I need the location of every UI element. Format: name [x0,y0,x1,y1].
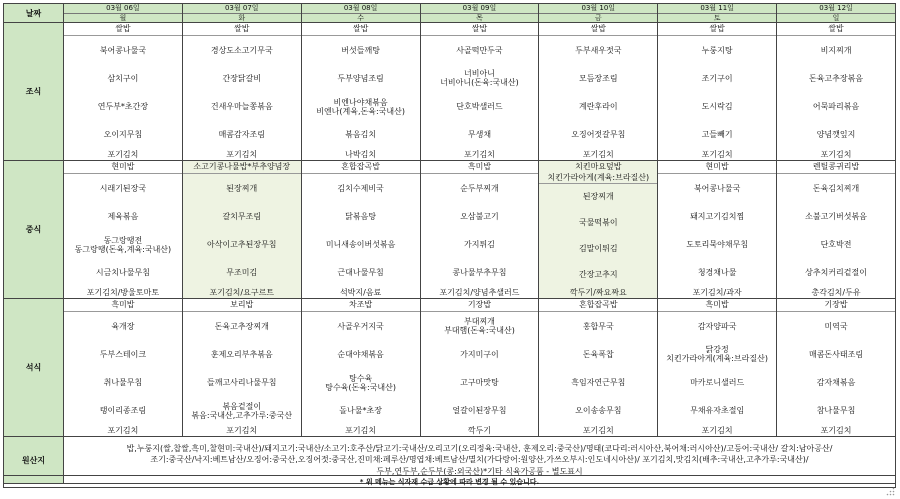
menu-item: 돈육고추장찌개 [214,321,269,331]
menu-item: 포기김치 [345,426,377,435]
rice-item: 혼합잡곡밥 [539,299,657,312]
menu-item: 오이지무침 [103,130,143,140]
rice-item: 보리밥 [183,299,301,312]
origin-label: 원산지 [4,437,64,484]
menu-item: 무조미김 [226,268,258,278]
menu-item: 무채유자초절임 [690,406,745,416]
menu-item: 매콤돈사태조림 [808,349,864,359]
menu-cell [539,161,658,299]
menu-item: 소불고기버섯볶음 [805,211,867,221]
day-weekday: 월 [119,14,127,22]
menu-item: 연두부*초간장 [97,102,149,112]
menu-item: 오삼불고기 [460,211,499,221]
menu-item: 포기김치/과자 [692,288,742,297]
menu-cell [64,161,183,299]
rice-item: 기장밥 [777,299,895,312]
menu-item: 된장찌개 [582,192,614,202]
menu-cell [777,23,896,161]
menu-item: 탕수육 탕수육(돈육:국내산) [325,373,396,392]
menu-cell [301,299,420,437]
rice-item: 치킨마요덮밥 치킨가라아게(계육:브라질산) [539,161,657,184]
menu-item: 돈육고추장볶음 [808,73,864,83]
date-header-row [4,4,896,23]
rice-item: 쌀밥 [421,23,539,36]
menu-item: 두부스테이크 [99,349,147,359]
day-header-3 [420,4,539,23]
menu-item: 동그랑땡전 동그랑땡(돈육,계육:국내산) [74,235,172,254]
rice-item: 현미밥 [658,161,776,174]
menu-item: 김치수제비국 [337,183,384,193]
menu-cell [64,23,183,161]
menu-item: 고구마맛탕 [460,378,499,388]
menu-item: 가지튀김 [463,240,495,250]
menu-item: 포기김치 [107,426,139,435]
menu-item: 홍합무국 [582,321,614,331]
menu-item: 모듬장조림 [578,73,618,83]
menu-cell [182,299,301,437]
day-date: 03월 10일 [539,4,657,14]
menu-item: 포기김치 [107,150,139,159]
menu-cell [420,161,539,299]
menu-cell [182,23,301,161]
menu-item: 콩나물부추무침 [452,268,507,278]
menu-item: 참나물무침 [816,406,856,416]
menu-cell [301,161,420,299]
menu-cell [301,23,420,161]
rice-item: 쌀밥 [539,23,657,36]
menu-item: 북어콩나물국 [693,183,741,193]
rice-item: 현미밥 [64,161,182,174]
menu-item: 삼치구이 [107,73,139,83]
rice-item: 소고기콩나물밥*부추양념장 [183,161,301,174]
day-weekday: 수 [357,14,364,22]
menu-item: 청경채나물 [697,268,737,278]
menu-cell [658,161,777,299]
menu-item: 양념깻잎지 [816,130,856,140]
menu-item: 포기김치 [226,150,258,159]
menu-item: 포기김치 [582,426,614,435]
menu-item: 미니새송이버섯볶음 [325,240,396,250]
date-corner-label: 날짜 [4,4,64,23]
menu-item: 들깨고사리나물무침 [206,378,277,388]
meal-label: 조식 [4,23,64,161]
menu-item: 너비아니 너비아니(돈육:국내산) [440,69,519,88]
menu-item: 감자양파국 [697,321,737,331]
rice-item: 쌀밥 [777,23,895,36]
menu-item: 돈육김치찌개 [812,183,860,193]
meal-row [4,299,896,437]
day-header-0 [64,4,183,23]
menu-item: 버섯들깨탕 [341,45,380,55]
menu-item: 두부새우젓국 [575,45,622,55]
menu-cell [420,299,539,437]
rice-item: 쌀밥 [658,23,776,36]
rice-item: 차조밥 [302,299,420,312]
menu-item: 간장고추지 [578,269,618,279]
menu-cell [182,161,301,299]
menu-item: 포기김치 [820,426,852,435]
menu-item: 돌나물*초장 [339,406,382,416]
menu-item: 깍두기/짜요짜요 [569,288,627,297]
menu-item: 어묵파리볶음 [812,102,860,112]
meal-label: 석식 [4,299,64,437]
menu-item: 제육볶음 [107,211,139,221]
menu-item: 갈치무조림 [222,211,262,221]
menu-item: 볶음겉절이 볶음:국내산,고추가루:중국산 [191,401,293,420]
resize-grip-icon[interactable] [886,487,895,496]
menu-item: 육개장 [111,321,135,331]
menu-item: 무생채 [467,130,492,140]
rice-item: 흑미밥 [421,161,539,174]
origin-line: 밥,누룽지(쌀,찹쌀,흑미,찰현미:국내산)/돼지고기:국내산/소고기:호주산/닭고기:국내산/오리고기(오리정육:국내산, 훈제오리:중국산)/명태(코다리:러시아산,북어채:러시아산)/고등어:국내산/ 갈치:남아공산/ [126,443,833,453]
menu-item: 포기김치 [701,426,733,435]
rice-item: 쌀밥 [302,23,420,36]
menu-item: 단호박전 [820,240,852,250]
menu-item: 오이송송무침 [575,406,622,416]
menu-item: 오징어젓갈무침 [571,130,626,140]
day-weekday: 목 [476,14,483,22]
menu-item: 흑임자연근무침 [571,378,626,388]
rice-item: 흑미밥 [658,299,776,312]
menu-item: 도시락김 [701,102,733,112]
menu-item: 김말이튀김 [578,243,618,253]
day-header-4 [539,4,658,23]
day-date: 03월 06일 [64,4,182,14]
menu-item: 석박지/음료 [339,288,382,297]
menu-item: 포기김치/요구르트 [209,288,275,297]
menu-item: 돈육폭찹 [582,349,614,359]
menu-item: 도토리묵야채무침 [686,240,749,250]
origin-line: 조기:중국산/낙지:베트남산/오징어:중국산,오징어젓:중국산,진미채:페루산/명엽채:베트남산/멸치(가다랑어:원양산,가쓰오부시:인도네시아산)/ 포기김치,맛김치(배추:국내산,고추가루:국내산)/ [150,455,809,465]
menu-item: 포기김치 [820,150,852,159]
menu-item: 순두부찌개 [460,183,499,193]
menu-item: 누룽지탕 [701,45,733,55]
menu-table [3,3,896,484]
menu-item: 부대찌개 부대햄(돈육:국내산) [444,317,515,336]
menu-item: 조기구이 [701,73,733,83]
menu-item: 탱이리종조림 [99,406,147,416]
menu-item: 깍두기 [467,426,492,435]
menu-item: 포기김치/방울토마토 [86,288,160,297]
menu-item: 포기김치 [582,150,614,159]
menu-item: 취나물무침 [103,378,143,388]
day-weekday: 일 [832,14,840,22]
menu-item: 총각김치/두유 [811,288,861,297]
meal-row [4,161,896,299]
rice-item: 기장밥 [421,299,539,312]
menu-item: 닭강정 치킨가라아게(계육:브라질산) [666,345,768,364]
day-weekday: 금 [594,14,602,22]
day-weekday: 토 [713,14,721,22]
day-date: 03월 08일 [302,4,420,14]
menu-item: 시래기된장국 [99,183,147,193]
menu-item: 국물떡볶이 [578,218,618,228]
menu-cell [539,23,658,161]
menu-item: 경상도소고기무국 [210,45,273,55]
menu-item: 사골떡만두국 [456,45,503,55]
rice-item: 혼합잡곡밥 [302,161,420,174]
menu-item: 상추치커리겉절이 [805,268,867,278]
menu-item: 매콤감자조림 [218,130,265,140]
menu-change-notice: * 위 메뉴는 식자재 수급 상황에 따라 변경 될 수 있습니다. [3,475,896,488]
menu-item: 미역국 [824,321,848,331]
menu-item: 마카로니샐러드 [690,378,745,388]
menu-item: 간장닭갈비 [222,73,262,83]
menu-item: 얼갈이된장무침 [452,406,507,416]
day-date: 03월 09일 [421,4,539,14]
menu-item: 볶음김치 [345,130,377,140]
menu-item: 나박김치 [345,150,377,159]
menu-item: 사골우거지국 [337,321,384,331]
origin-line: 두부,연두부,순두부(콩:외국산)*기타 식육가공품 - 별도표시 [376,466,583,476]
menu-item: 닭볶음탕 [345,211,377,221]
menu-item: 두부양념조림 [337,73,384,83]
rice-item: 렌틸콩귀리밥 [777,161,895,174]
menu-item: 북어콩나물국 [99,45,147,55]
menu-cell [777,299,896,437]
menu-item: 돼지고기김치찜 [690,211,745,221]
rice-item: 흑미밥 [64,299,182,312]
menu-item: 단호박샐러드 [456,102,503,112]
menu-item: 근대나물무침 [337,268,384,278]
day-weekday: 화 [238,14,246,22]
menu-item: 건새우마늘쫑볶음 [210,102,273,112]
menu-item: 포기김치 [701,150,733,159]
menu-item: 시금치나물무침 [95,268,150,278]
menu-cell [658,299,777,437]
menu-item: 아삭이고추된장무침 [206,240,277,250]
day-date: 03월 11일 [658,4,776,14]
menu-item: 가지미구이 [460,349,499,359]
menu-item: 포기김치/양념추샐러드 [439,288,520,297]
day-header-2 [301,4,420,23]
day-date: 03월 07일 [183,4,301,14]
menu-item: 된장찌개 [226,183,258,193]
rice-item: 쌀밥 [64,23,182,36]
day-header-6 [777,4,896,23]
menu-item: 비엔나야채볶음 비엔나(계육,돈육:국내산) [316,97,405,116]
day-date: 03월 12일 [777,4,895,14]
menu-item: 계란후라이 [578,102,618,112]
menu-cell [777,161,896,299]
menu-cell [658,23,777,161]
rice-item: 쌀밥 [183,23,301,36]
day-header-1 [182,4,301,23]
menu-cell [420,23,539,161]
menu-item: 고들빼기 [701,130,733,140]
menu-item: 훈제오리부추볶음 [210,349,273,359]
day-header-5 [658,4,777,23]
meal-row [4,23,896,161]
meal-label: 중식 [4,161,64,299]
menu-item: 비지찌개 [820,45,852,55]
menu-item: 포기김치 [463,150,495,159]
menu-cell [539,299,658,437]
menu-item: 순대야채볶음 [337,349,384,359]
menu-item: 감자채볶음 [816,378,856,388]
menu-item: 포기김치 [226,426,258,435]
menu-cell [64,299,183,437]
